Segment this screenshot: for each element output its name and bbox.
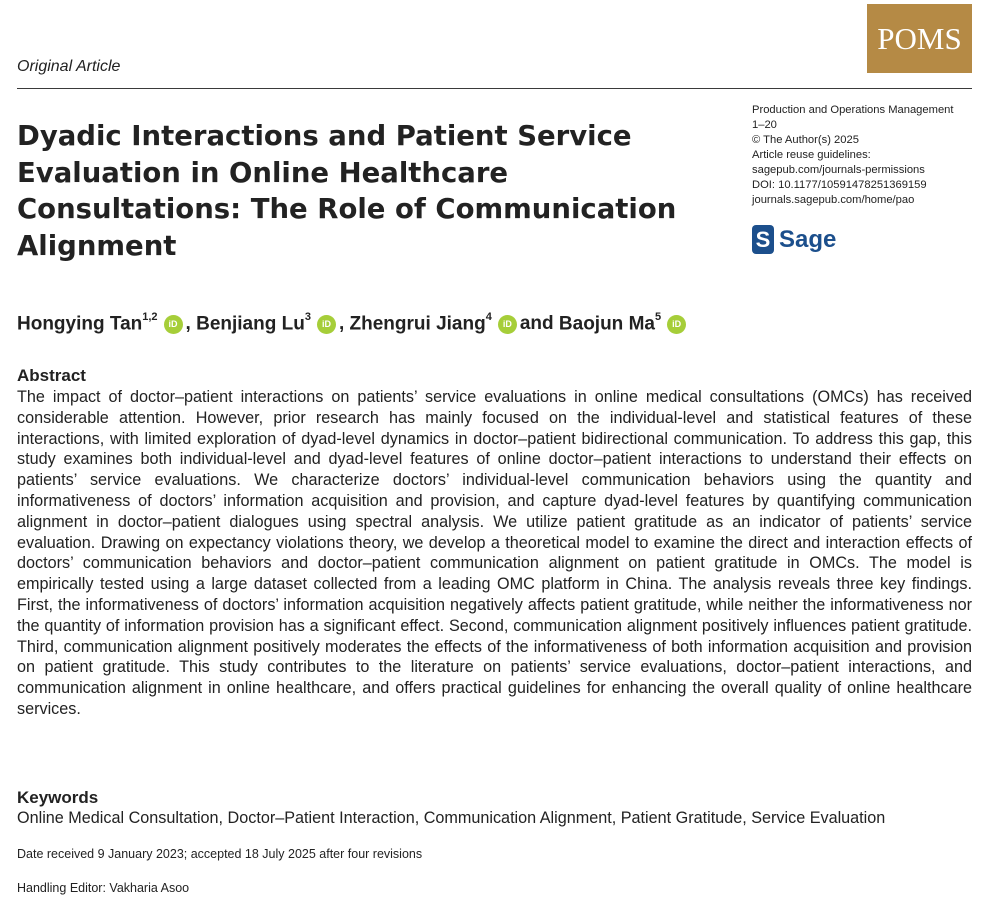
doi-link[interactable]: DOI: 10.1177/10591478251369159	[752, 179, 927, 191]
keywords-heading: Keywords	[17, 788, 99, 807]
reuse-guidelines: Article reuse guidelines:	[752, 149, 871, 161]
author: Hongying Tan$^{1,2}$	[17, 311, 158, 335]
article-type: Original Article	[17, 58, 121, 75]
publisher-logo[interactable]	[752, 225, 836, 254]
author-list: Hongying Tan$^{1,2}$ iD , Benjiang Lu$^3$ iD , Zhengrui Jiang$^4$ iD and Baojun Ma$^5$ iD	[17, 313, 689, 335]
article-title: Dyadic Interactions and Patient Service Evaluation in Online Healthcare Consultations: The Role of Communication Alignment	[17, 120, 677, 262]
page-range: 1–20	[752, 119, 777, 131]
journal-meta	[752, 103, 992, 208]
abstract-heading: Abstract	[17, 366, 86, 385]
author: Zhengrui Jiang$^4$	[349, 311, 492, 335]
orcid-icon[interactable]: iD	[164, 315, 183, 334]
orcid-icon[interactable]: iD	[667, 315, 686, 334]
keywords-text: Online Medical Consultation, Doctor–Patient Interaction, Communication Alignment, Patient Gratitude, Service Evaluation	[17, 809, 886, 827]
journal-logo[interactable]	[867, 4, 972, 73]
journal-name: Production and Operations Management	[752, 104, 954, 116]
header-divider	[17, 88, 972, 89]
journal-logo-text: POMS	[877, 20, 962, 56]
submission-dates: Date received 9 January 2023; accepted 18 July 2025 after four revisions	[17, 847, 423, 861]
permissions-link[interactable]: sagepub.com/journals-permissions	[752, 164, 925, 176]
author: Baojun Ma$^5$	[558, 311, 662, 335]
handling-editor: Handling Editor: Vakharia Asoo	[17, 881, 190, 895]
copyright: © The Author(s) 2025	[752, 134, 859, 146]
orcid-icon[interactable]: iD	[317, 315, 336, 334]
author: Benjiang Lu$^3$	[196, 311, 311, 335]
publisher-name: Sage	[779, 225, 837, 253]
journal-homepage-link[interactable]: journals.sagepub.com/home/pao	[752, 194, 915, 206]
orcid-icon[interactable]: iD	[498, 315, 517, 334]
abstract-text: The impact of doctor–patient interactions on patients’ service evaluations in online medical consultations (OMCs) has received considerable attention. However, prior research has mainly focused on the individual-level and statistical features of these interactions, with limited exploration of dyad-level dynamics in doctor–patient bidirectional communication. To address this gap, this study examines both individual-level and dyad-level features of online doctor–patient interactions to understand their effects on patients’ service evaluations. We characterize doctors’ individual-level communication behaviors using the quantity and informativeness of doctors’ information acquisition and provision, and capture dyad-level features by quantifying communication alignment in doctor–patient dialogues using spectral analysis. We utilize patient gratitude as an indicator of patients’ service evaluation. Drawing on expectancy violations theory, we develop a theoretical model to examine the direct and interaction effects of doctors’ communication behaviors and doctor–patient communication alignment on patient gratitude in OMCs. The model is empirically tested using a large dataset collected from a leading OMC platform in China. The analysis reveals three key findings. First, the informativeness of doctors’ information acquisition negatively affects patient gratitude, while neither the informativeness nor the quantity of information provision has a significant effect. Second, communication alignment positively influences patient gratitude. Third, communication alignment positively moderates the effects of the informativeness of both information acquisition and provision on patient gratitude. This study contributes to the literature on patients’ service evaluations, doctor–patient interactions, and communication alignment in online healthcare, and offers practical guidelines for enhancing the overall quality of online healthcare services.	[17, 388, 972, 718]
sage-icon: S	[752, 225, 774, 254]
